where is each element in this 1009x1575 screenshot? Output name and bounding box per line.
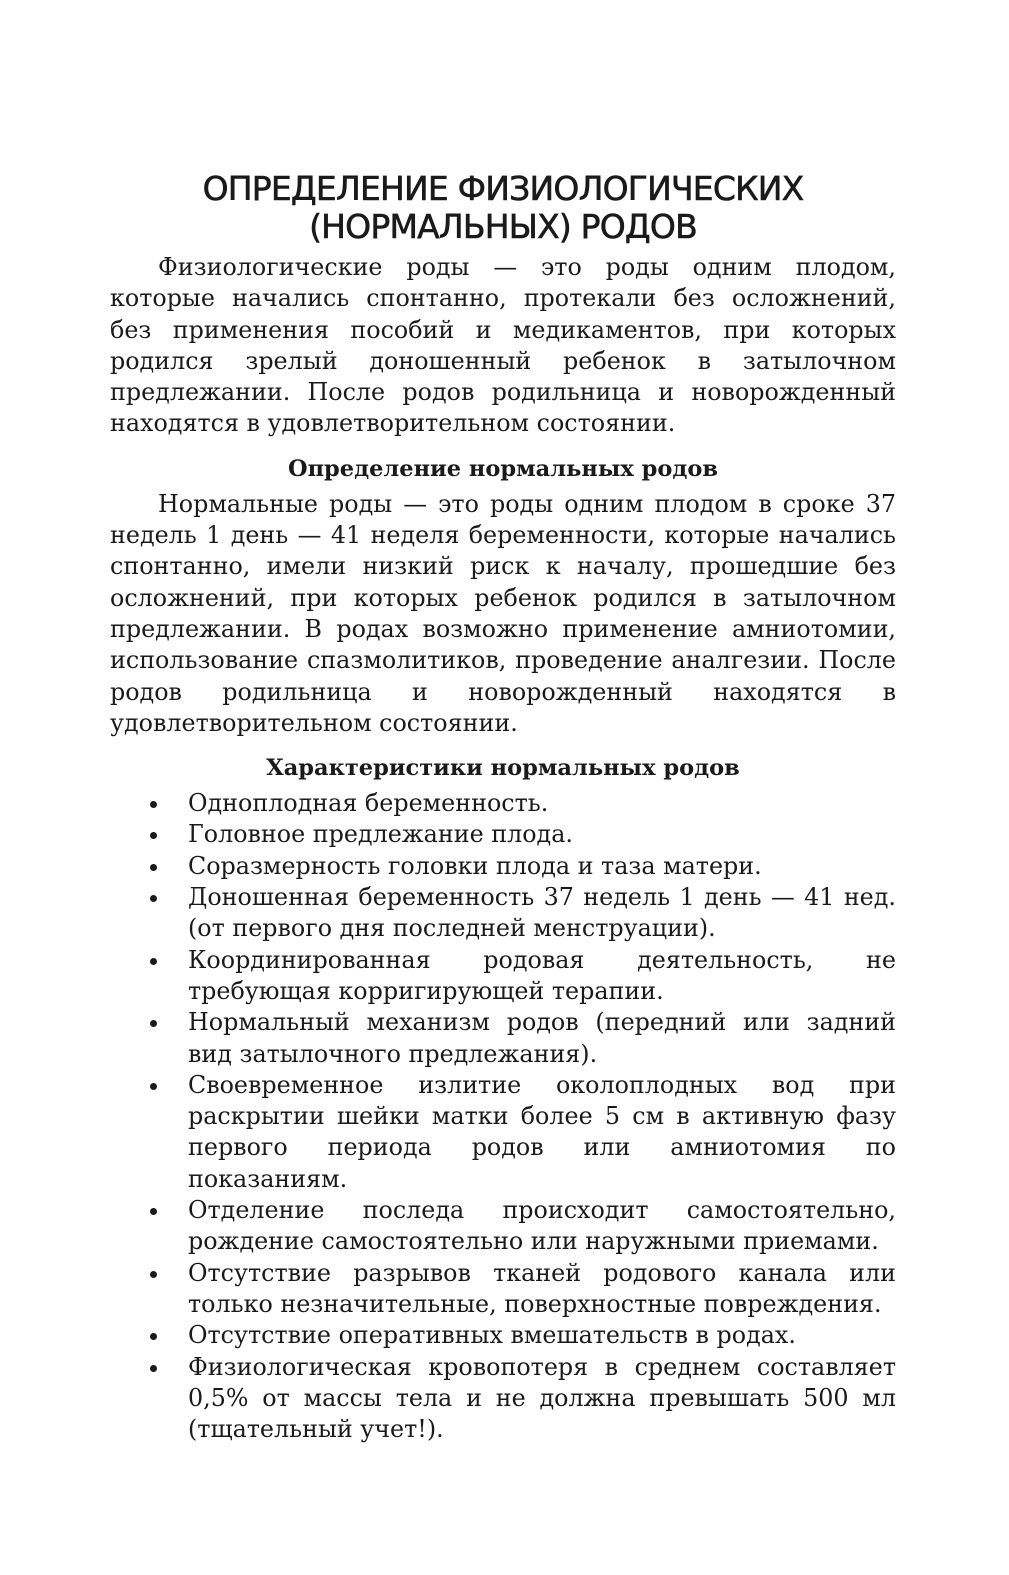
intro-paragraph: Физиологические роды — это роды одним плодом, которые начались спонтанно, протекали без осложнений, без применения пособий и медикаментов, при которых родился зрелый доношенный ребенок в затылочном предлежании. После родов родильница и новорожденный находятся в удовлетворительном состоянии. xyxy=(110,253,896,438)
list-item xyxy=(110,1070,896,1195)
page-title-line-2: (НОРМАЛЬНЫХ) РОДОВ xyxy=(309,207,697,246)
list-item-text: Головное предлежание плода. xyxy=(188,820,573,849)
list-item xyxy=(110,851,896,882)
bullet-icon xyxy=(150,801,157,808)
bullet-icon xyxy=(150,1333,157,1340)
bullet-icon xyxy=(150,864,157,871)
list-item-text: Соразмерность головки плода и таза матери. xyxy=(188,851,762,880)
normal-birth-paragraph: Нормальные роды — это роды одним плодом в сроке 37 недель 1 день — 41 неделя беременности, которые начались спонтанно, имели низкий риск к началу, прошедшие без осложнений, при которых ребенок родился в затылочном предлежании. В родах возможно применение амниотомии, использование спазмолитиков, проведение аналгезии. После родов родильница и новорожденный находятся в удовлетворительном состоянии. xyxy=(110,489,896,737)
list-item xyxy=(110,1258,896,1321)
list-item-text: Координированная родовая деятельность, не требующая корригирующей терапии. xyxy=(188,945,896,1005)
list-item-text: Одноплодная беременность. xyxy=(188,789,549,818)
list-item xyxy=(110,945,896,1008)
page-title-line-1: ОПРЕДЕЛЕНИЕ ФИЗИОЛОГИЧЕСКИХ xyxy=(202,169,804,208)
list-item-text: Отделение последа происходит самостоятельно, рождение самостоятельно или наружными приемами. xyxy=(188,1196,896,1256)
list-item-text: Своевременное излитие околоплодных вод при раскрытии шейки матки более 5 см в активную фазу первого периода родов или амниотомия по показаниям. xyxy=(188,1070,896,1193)
list-item xyxy=(110,819,896,850)
list-item xyxy=(110,1320,896,1351)
list-item xyxy=(110,1007,896,1070)
section-heading-normal-birth: Определение нормальных родов xyxy=(287,455,719,482)
section-heading-characteristics: Характеристики нормальных родов xyxy=(266,755,740,782)
document-page xyxy=(110,170,896,1445)
bullet-icon xyxy=(150,895,157,902)
bullet-icon xyxy=(150,1271,157,1278)
list-item xyxy=(110,1195,896,1258)
bullet-icon xyxy=(150,1208,157,1215)
list-item-text: Физиологическая кровопотеря в среднем составляет 0,5% от массы тела и не должна превышать 500 мл (тщательный учет!). xyxy=(188,1352,896,1444)
list-item-text: Отсутствие разрывов тканей родового канала или только незначительные, поверхностные повреждения. xyxy=(188,1258,896,1318)
list-item xyxy=(110,788,896,819)
characteristics-list xyxy=(110,788,896,1445)
list-item xyxy=(110,882,896,945)
list-item-text: Нормальный механизм родов (передний или задний вид затылочного предлежания). xyxy=(188,1008,896,1068)
page-title xyxy=(110,170,896,246)
list-item xyxy=(110,1352,896,1446)
bullet-icon xyxy=(150,958,157,965)
bullet-icon xyxy=(150,832,157,839)
list-item-text: Отсутствие оперативных вмешательств в родах. xyxy=(188,1321,796,1350)
bullet-icon xyxy=(150,1020,157,1027)
list-item-text: Доношенная беременность 37 недель 1 день — 41 нед. (от первого дня последней менструации). xyxy=(188,883,896,943)
bullet-icon xyxy=(150,1365,157,1372)
bullet-icon xyxy=(150,1083,157,1090)
